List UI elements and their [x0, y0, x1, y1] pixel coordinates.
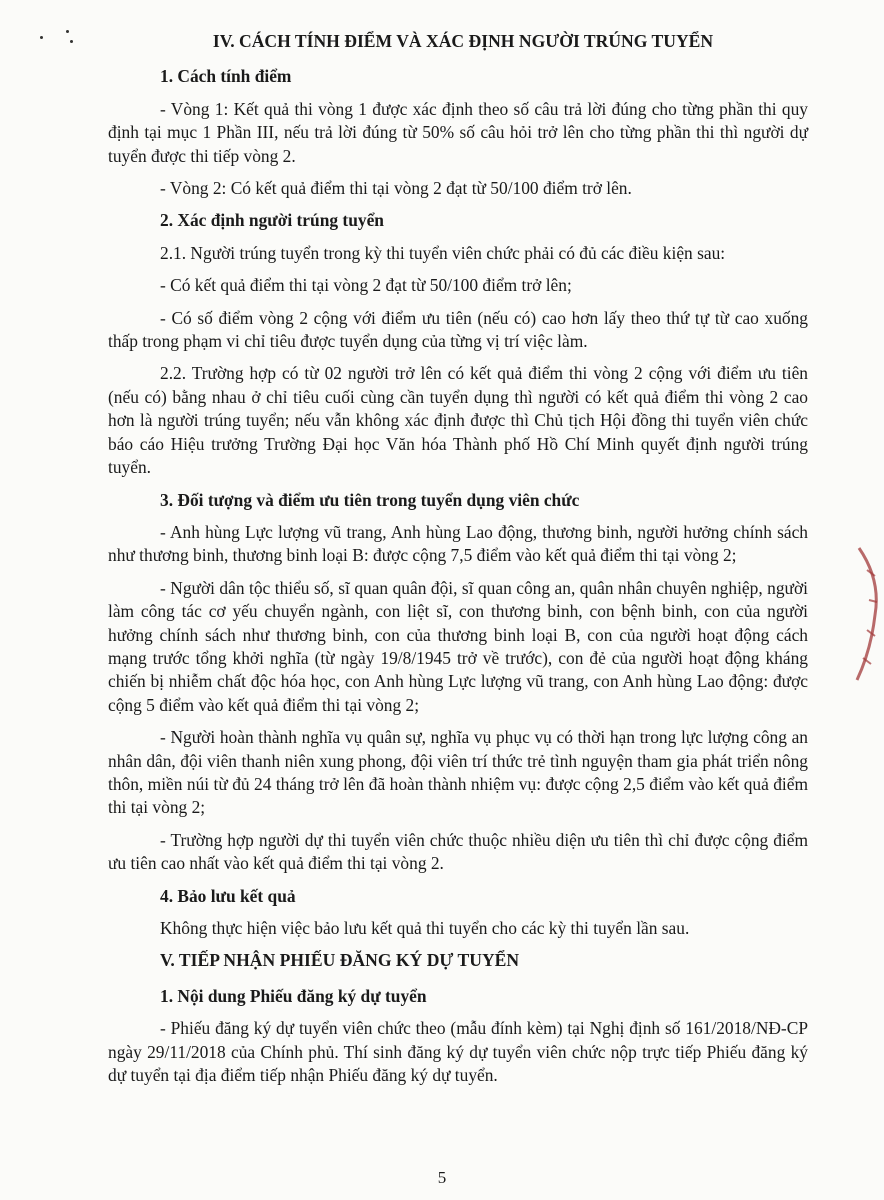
paragraph: - Có kết quả điểm thi tại vòng 2 đạt từ 50/100 điểm trở lên;: [160, 275, 572, 296]
section-heading: V. TIẾP NHẬN PHIẾU ĐĂNG KÝ DỰ TUYỂN: [160, 950, 520, 971]
paragraph: - Có số điểm vòng 2 cộng với điểm ưu tiên (nếu có) cao hơn lấy theo thứ tự từ cao xuống thấp trong phạm vi chỉ tiêu được tuyển dụng của từng vị trí việc làm.: [108, 307, 808, 352]
subsection-heading: 3. Đối tượng và điểm ưu tiên trong tuyển dụng viên chức: [160, 489, 580, 510]
page-number: 5: [437, 1168, 447, 1187]
paragraph: 2.2. Trường hợp có từ 02 người trở lên có kết quả điểm thi vòng 2 cộng với điểm ưu tiên (nếu có) bằng nhau ở chỉ tiêu cuối cùng cần tuyển dụng thì người có kết quả điểm thi vòng 2 cao hơn là người trúng tuyển; nếu vẫn không xác định được thì Chủ tịch Hội đồng thi tuyển viên chức báo cáo Hiệu trưởng Trường Đại học Văn hóa Thành phố Hồ Chí Minh quyết định người trúng tuyển.: [108, 363, 808, 478]
paragraph: - Vòng 2: Có kết quả điểm thi tại vòng 2 đạt từ 50/100 điểm trở lên.: [160, 178, 632, 199]
scan-speck: [40, 36, 43, 39]
scan-speck: [70, 40, 73, 43]
paragraph: - Người dân tộc thiểu số, sĩ quan quân đội, sĩ quan công an, quân nhân chuyên nghiệp, người làm công tác cơ yếu chuyển ngành, con liệt sĩ, con thương binh, con bệnh binh, con của người hưởng chính sách như thương binh, con của thương binh loại B, con của người hoạt động cách mạng trước tổng khởi nghĩa (từ ngày 19/8/1945 trở về trước), con đẻ của người hoạt động kháng chiến bị nhiễm chất độc hóa học, con Anh hùng Lực lượng vũ trang, con Anh hùng Lao động: được cộng 5 điểm vào kết quả điểm thi tại vòng 2;: [108, 577, 808, 715]
paragraph: - Phiếu đăng ký dự tuyển viên chức theo (mẫu đính kèm) tại Nghị định số 161/2018/NĐ-CP ngày 29/11/2018 của Chính phủ. Thí sinh đăng ký dự tuyển viên chức nộp trực tiếp Phiếu đăng ký dự tuyển tại địa điểm tiếp nhận Phiếu đăng ký dự tuyển.: [108, 1018, 808, 1086]
paragraph: - Người hoàn thành nghĩa vụ quân sự, nghĩa vụ phục vụ có thời hạn trong lực lượng công an nhân dân, đội viên thanh niên xung phong, đội viên trí thức trẻ tình nguyện tham gia phát triển nông thôn, miền núi từ đủ 24 tháng trở lên đã hoàn thành nhiệm vụ: được cộng 2,5 điểm vào kết quả điểm thi tại vòng 2;: [108, 727, 808, 818]
paragraph: - Vòng 1: Kết quả thi vòng 1 được xác định theo số câu trả lời đúng cho từng phần thi quy định tại mục 1 Phần III, nếu trả lời đúng từ 50% số câu hỏi trở lên cho từng phần thi thì người dự tuyển được thi tiếp vòng 2.: [108, 98, 808, 166]
paragraph: 2.1. Người trúng tuyển trong kỳ thi tuyển viên chức phải có đủ các điều kiện sau:: [160, 242, 726, 263]
document-body: [108, 30, 808, 1096]
subsection-heading: 2. Xác định người trúng tuyển: [160, 210, 384, 231]
paragraph: Không thực hiện việc bảo lưu kết quả thi tuyển cho các kỳ thi tuyển lần sau.: [160, 918, 690, 938]
paragraph: - Trường hợp người dự thi tuyển viên chức thuộc nhiều diện ưu tiên thì chỉ được cộng điểm ưu tiên cao nhất vào kết quả điểm thi tại vòng 2.: [108, 829, 808, 874]
subsection-heading: 1. Cách tính điểm: [160, 66, 292, 87]
scan-speck: [66, 30, 69, 33]
subsection-heading: 1. Nội dung Phiếu đăng ký dự tuyển: [160, 985, 427, 1006]
section-heading: IV. CÁCH TÍNH ĐIỂM VÀ XÁC ĐỊNH NGƯỜI TRÚNG TUYỂN: [212, 31, 714, 51]
subsection-heading: 4. Bảo lưu kết quả: [160, 885, 296, 906]
paragraph: - Anh hùng Lực lượng vũ trang, Anh hùng Lao động, thương binh, người hưởng chính sách như thương binh, thương binh loại B: được cộng 7,5 điểm vào kết quả điểm thi tại vòng 2;: [108, 521, 808, 566]
red-stamp-edge: [845, 540, 884, 690]
